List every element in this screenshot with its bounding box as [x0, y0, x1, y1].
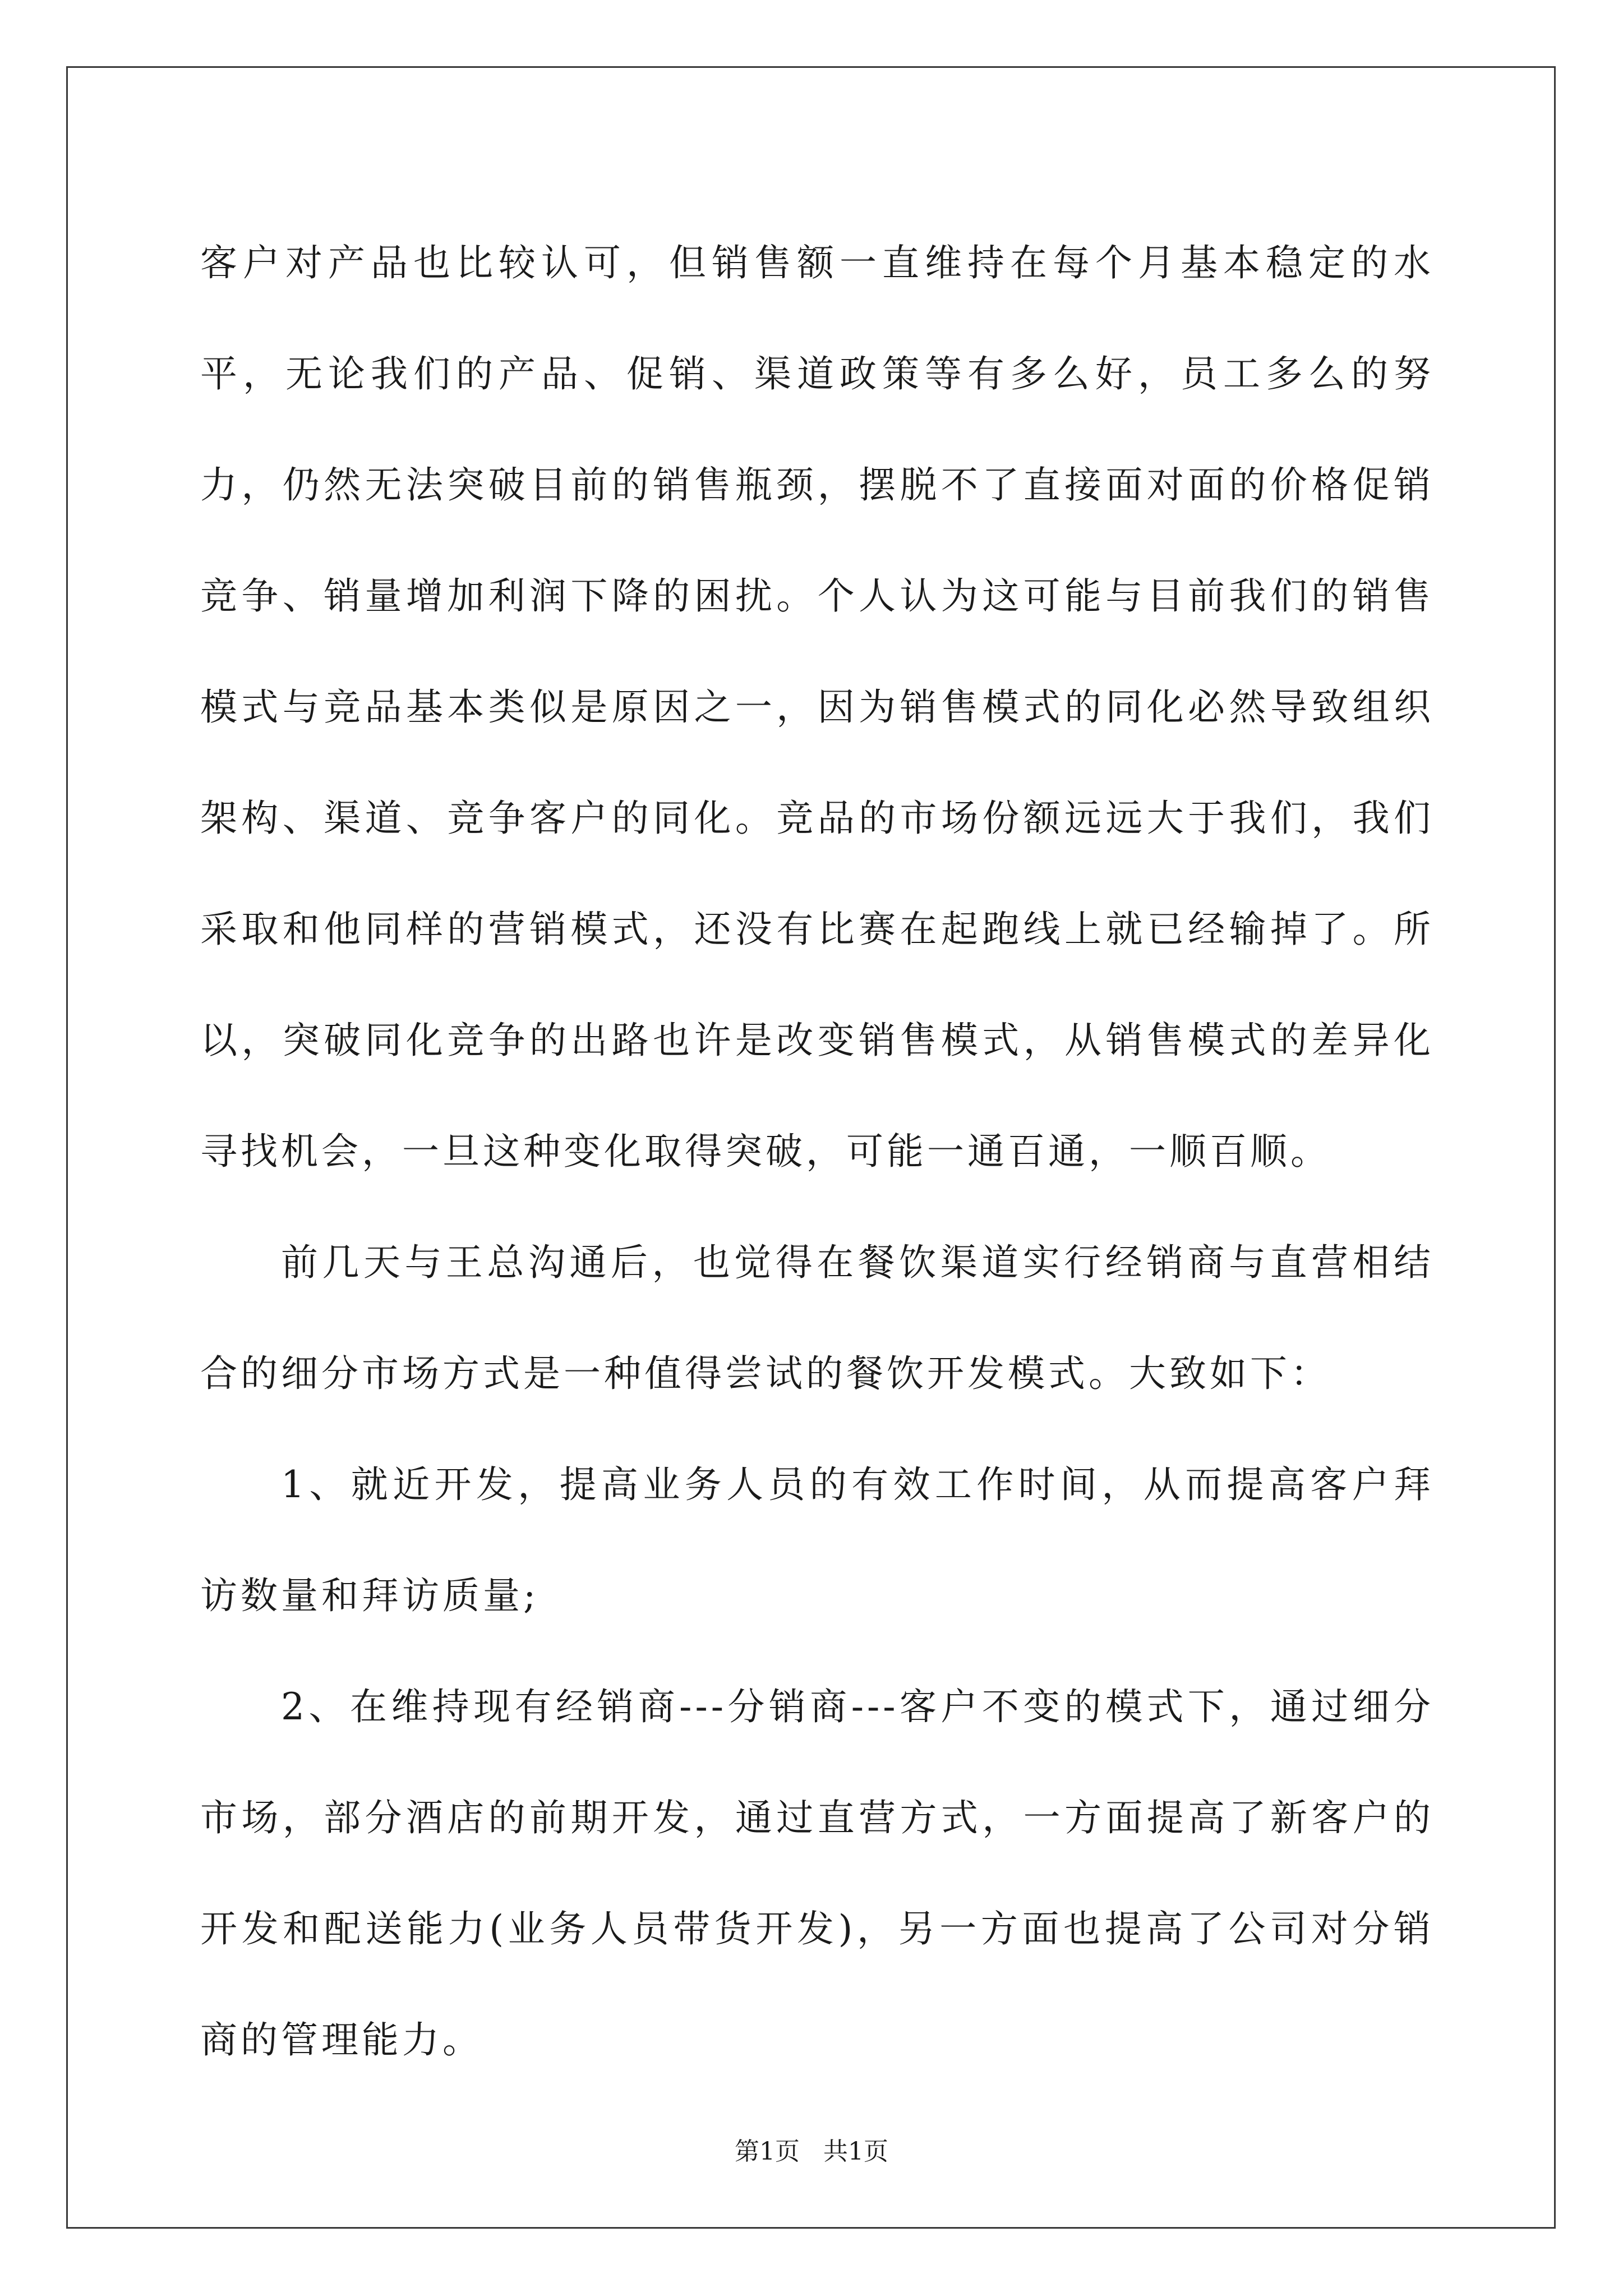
paragraph-point-1: 1、就近开发，提高业务人员的有效工作时间，从而提高客户拜访数量和拜访质量; — [200, 1463, 1434, 1617]
paragraph-meeting: 前几天与王总沟通后，也觉得在餐饮渠道实行经销商与直营相结合的细分市场方式是一种值得尝试的餐饮开发模式。大致如下： — [200, 1241, 1434, 1395]
paragraph-point-2: 2、在维持现有经销商---分销商---客户不变的模式下，通过细分市场，部分酒店的前期开发，通过直营方式，一方面提高了新客户的开发和配送能力(业务人员带货开发)，另一方面也提高了公司对分销商的管理能力。 — [200, 1685, 1434, 2062]
document-body — [200, 208, 1434, 2096]
page-number: 第1页 共1页 — [735, 2137, 888, 2166]
paragraph-continuation: 客户对产品也比较认可，但销售额一直维持在每个月基本稳定的水平，无论我们的产品、促销、渠道政策等有多么好，员工多么的努力，仍然无法突破目前的销售瓶颈，摆脱不了直接面对面的价格促销竞争、销量增加利润下降的困扰。个人认为这可能与目前我们的销售模式与竞品基本类似是原因之一，因为销售模式的同化必然导致组织架构、渠道、竞争客户的同化。竞品的市场份额远远大于我们，我们采取和他同样的营销模式，还没有比赛在起跑线上就已经输掉了。所以，突破同化竞争的出路也许是改变销售模式，从销售模式的差异化寻找机会，一旦这种变化取得突破，可能一通百通，一顺百顺。 — [200, 241, 1434, 1173]
